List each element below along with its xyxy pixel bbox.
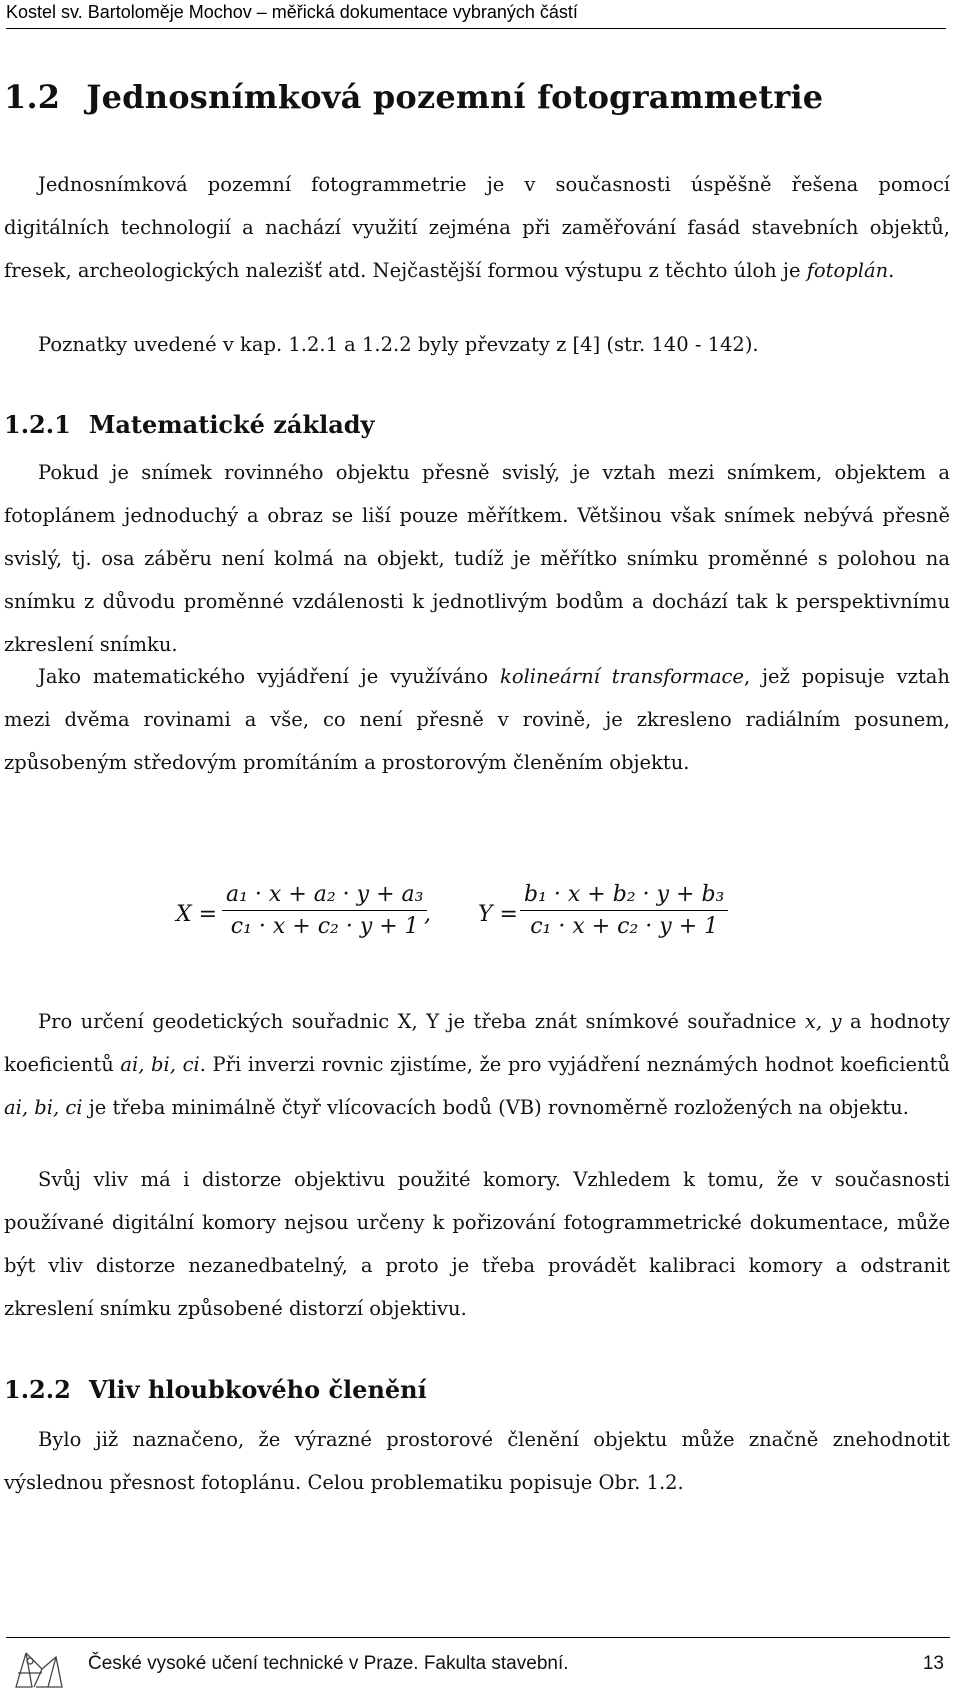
subsection-heading-2 (4, 1375, 427, 1404)
university-logo-icon (12, 1647, 74, 1691)
paragraph-intro-text: Jednosnímková pozemní fotogrammetrie je v současnosti úspěšně řešena pomocí digitálních technologií a nachází využití zejména při zaměřování fasád stavebních objektů, fresek, archeologických nalezišť atd. Nejčastější formou výstupu z těchto úloh je (4, 173, 950, 282)
emphasis-collinear-transformation: kolineární transformace (500, 665, 744, 688)
page-number: 13 (922, 1653, 944, 1674)
section-number: 1.2 (4, 78, 61, 116)
formula-separator: , (424, 902, 431, 927)
paragraph-coordinates-d: . Při inverzi rovnic zjistíme, že pro vyjádření neznámých hodnot koeficientů (199, 1053, 951, 1076)
formula-y-numerator: b₁ · x + b₂ · y + b₃ (520, 882, 728, 911)
section-title: Jednosnímková pozemní fotogrammetrie (86, 78, 824, 116)
paragraph-source-note: Poznatky uvedené v kap. 1.2.1 a 1.2.2 byly převzaty z [4] (str. 140 - 142). (38, 333, 759, 356)
paragraph-coordinates-e: je třeba minimálně čtyř vlícovacích bodů (VB) rovnoměrně rozložených na objektu. (82, 1096, 909, 1119)
section-heading (4, 78, 823, 116)
formula-x-numerator: a₁ · x + a₂ · y + a₃ (222, 882, 427, 911)
formula-y-denominator: c₁ · x + c₂ · y + 1 (530, 914, 719, 939)
subsection-number-2: 1.2.2 (4, 1375, 71, 1404)
paragraph-math-basics: Pokud je snímek rovinného objektu přesně svislý, je vztah mezi snímkem, objektem a fotoplánem jednoduchý a obraz se liší pouze měřítkem. Většinou však snímek nebývá přesně svislý, tj. osa záběru není kolmá na objekt, tudíž je měřítko snímku proměnné s polohou na snímku z důvodu proměnné vzdálenosti k jednotlivým bodům a dochází tak k perspektivnímu zkreslení snímku. (4, 461, 950, 656)
footer-organization: České vysoké učení technické v Praze. Fakulta stavební. (88, 1653, 569, 1674)
paragraph-coordinates-a: Pro určení geodetických souřadnic X, Y je třeba znát snímkové souřadnice (38, 1010, 805, 1033)
subsection-heading-1 (4, 410, 375, 439)
formula-y-fraction (520, 882, 728, 939)
paragraph-coordinates (4, 1000, 950, 1129)
footer-rule (6, 1637, 950, 1638)
paragraph-coordinates-b: a hodnoty koeficientů (4, 1010, 950, 1076)
formula-x-denominator: c₁ · x + c₂ · y + 1 (230, 914, 419, 939)
subsection-number-1: 1.2.1 (4, 410, 71, 439)
subsection-title-1: Matematické základy (88, 410, 375, 439)
paragraph-intro (4, 163, 950, 292)
collinear-equations (0, 880, 960, 960)
subsection-title-2: Vliv hloubkového členění (88, 1375, 427, 1404)
formula-y-lhs: Y = (478, 902, 518, 927)
image-coordinates-symbols: x, y (804, 1010, 842, 1033)
formula-x-fraction (222, 882, 427, 939)
coefficients-symbols-2: ai, bi, ci (4, 1096, 83, 1119)
formula-x-lhs: X = (176, 902, 218, 927)
paragraph-intro-tail: . (888, 259, 895, 282)
paragraph-collinear-text: Jako matematického vyjádření je využíváno (38, 665, 501, 688)
paragraph-distortion: Svůj vliv má i distorze objektivu použité komory. Vzhledem k tomu, že v současnosti používané digitální komory nejsou určeny k pořizování fotogrammetrické dokumentace, může být vliv distorze nezanedbatelný, a proto je třeba provádět kalibraci komory a odstranit zkreslení snímku způsobené distorzí objektivu. (4, 1168, 950, 1320)
paragraph-collinear (4, 655, 950, 784)
paragraph-collinear-tail: , jež popisuje vztah mezi dvěma rovinami a vše, co není přesně v rovině, je zkresleno radiálním posunem, způsobeným středovým promítáním a prostorovým členěním objektu. (4, 665, 950, 774)
coefficients-symbols-1: ai, bi, ci (120, 1053, 200, 1076)
page-footer (6, 1647, 950, 1687)
emphasis-fotoplan: fotoplán (806, 259, 889, 282)
paragraph-depth: Bylo již naznačeno, že výrazné prostorové členění objektu může značně znehodnotit výslednou přesnost fotoplánu. Celou problematiku popisuje Obr. 1.2. (4, 1428, 950, 1494)
running-header: Kostel sv. Bartoloměje Mochov – měřická dokumentace vybraných částí (6, 0, 946, 29)
